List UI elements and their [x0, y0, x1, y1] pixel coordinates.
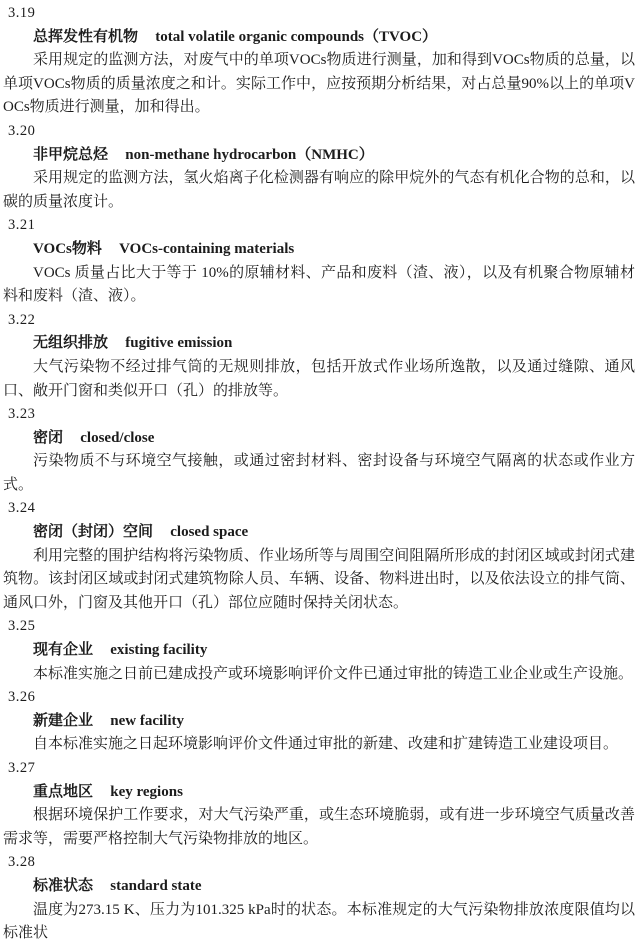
section-number: 3.22 [8, 311, 36, 328]
term-heading [3, 875, 635, 899]
term-zh: 标准状态 [33, 877, 94, 894]
term-heading [3, 710, 635, 734]
term-zh: 无组织排放 [33, 335, 109, 352]
section-3-26 [3, 686, 635, 757]
section-number: 3.25 [8, 618, 36, 635]
term-heading [3, 427, 635, 451]
section-number: 3.19 [8, 5, 36, 21]
section-3-25 [3, 615, 635, 686]
term-zh: 重点地区 [33, 783, 94, 800]
definition-text: 大气污染物不经过排气筒的无规则排放，包括开放式作业场所逸散，以及通过缝隙、通风口、敞开门窗和类似开口（孔）的排放等。 [3, 358, 635, 399]
term-zh: 非甲烷总烃 [33, 146, 109, 163]
definition-text: 自本标准实施之日起环境影响评价文件通过审批的新建、改建和扩建铸造工业建设项目。 [33, 736, 619, 753]
section-3-27 [3, 757, 635, 851]
term-zh: VOCs物料 [33, 240, 102, 257]
section-3-20 [3, 120, 635, 214]
term-heading [3, 521, 635, 545]
term-heading [3, 144, 635, 168]
term-heading [3, 639, 635, 663]
definition-text: VOCs 质量占比大于等于 10%的原辅材料、产品和废料（渣、液），以及有机聚合物原辅材料和废料（渣、液）。 [3, 264, 635, 305]
term-en: VOCs-containing materials [119, 240, 295, 257]
section-number: 3.24 [8, 500, 36, 517]
section-number: 3.20 [8, 122, 36, 139]
term-heading [3, 781, 635, 805]
section-number: 3.21 [8, 217, 36, 234]
definition-text: 本标准实施之日前已建成投产或环境影响评价文件已通过审批的铸造工业企业或生产设施。 [33, 665, 634, 682]
section-number: 3.27 [8, 760, 36, 776]
term-en: existing facility [110, 642, 208, 659]
term-zh: 密闭 [33, 429, 64, 446]
term-heading [3, 332, 635, 356]
section-3-21 [3, 214, 635, 308]
definition-text: 温度为273.15 K、压力为101.325 kPa时的状态。本标准规定的大气污染物排放浓度限值均以标准状 [3, 901, 635, 942]
section-number: 3.26 [8, 689, 36, 706]
definition-text: 根据环境保护工作要求，对大气污染严重，或生态环境脆弱，或有进一步环境空气质量改善需求等，需要严格控制大气污染物排放的地区。 [3, 807, 635, 847]
term-en: closed/close [80, 429, 155, 446]
term-zh: 密闭（封闭）空间 [33, 524, 154, 541]
term-zh: 总挥发性有机物 [33, 28, 139, 45]
section-3-23 [3, 403, 635, 497]
term-en: new facility [110, 712, 184, 729]
section-number: 3.28 [8, 854, 36, 871]
definition-text: 采用规定的监测方法，氢火焰离子化检测器有响应的除甲烷外的气态有机化合物的总和，以碳的质量浓度计。 [3, 170, 635, 210]
section-3-22 [3, 309, 635, 403]
term-en: key regions [110, 783, 183, 800]
section-number: 3.23 [8, 406, 36, 423]
definition-text: 采用规定的监测方法，对废气中的单项VOCs物质进行测量，加和得到VOCs物质的总量，以单项VOCs物质的质量浓度之和计。实际工作中，应按预期分析结果，对占总量90%以上的单项VOCs物质进行测量，加和得出。 [3, 52, 635, 116]
section-3-19 [3, 2, 635, 120]
term-heading [3, 26, 635, 50]
term-zh: 新建企业 [33, 712, 94, 729]
term-heading [3, 238, 635, 262]
term-en: standard state [110, 877, 202, 894]
term-en: non-methane hydrocarbon（NMHC） [125, 146, 374, 163]
term-zh: 现有企业 [33, 642, 94, 659]
section-3-24 [3, 497, 635, 615]
term-en: total volatile organic compounds（TVOC） [155, 28, 438, 45]
definition-text: 污染物质不与环境空气接触，或通过密封材料、密封设备与环境空气隔离的状态或作业方式。 [3, 453, 635, 493]
definition-text: 利用完整的围护结构将污染物质、作业场所等与周围空间阻隔所形成的封闭区域或封闭式建筑物。该封闭区域或封闭式建筑物除人员、车辆、设备、物料进出时，以及依法设立的排气筒、通风口外，门窗及其他开口（孔）部位应随时保持关闭状态。 [3, 547, 635, 611]
section-3-28 [3, 851, 635, 945]
term-en: fugitive emission [125, 335, 233, 352]
term-en: closed space [170, 524, 249, 541]
